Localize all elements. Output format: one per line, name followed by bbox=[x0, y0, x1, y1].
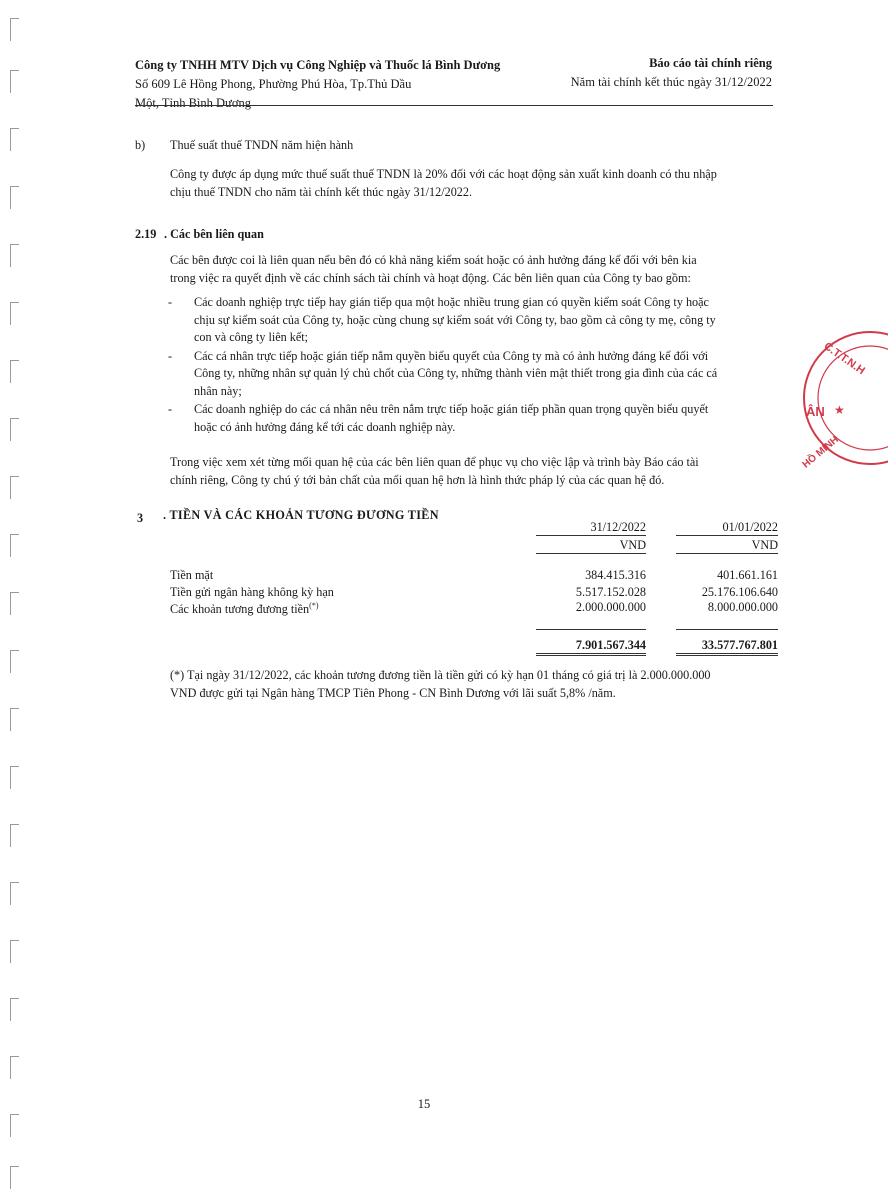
section-2-19-number: 2.19 bbox=[135, 227, 157, 241]
heading-text: Các bên liên quan bbox=[170, 227, 264, 241]
heading-dot: . bbox=[164, 227, 171, 241]
binding-mark bbox=[10, 708, 19, 731]
section-b-paragraph bbox=[170, 166, 780, 201]
binding-mark bbox=[10, 186, 19, 209]
section-2-19-heading bbox=[164, 226, 264, 244]
section-3-number: 3 bbox=[137, 511, 144, 525]
table-header-label bbox=[170, 518, 536, 536]
seal-text-top: C.T.T.N.H bbox=[821, 340, 867, 378]
related-party-list bbox=[168, 294, 778, 437]
report-header bbox=[571, 54, 772, 92]
section-3-heading: . TIỀN VÀ CÁC KHOẢN TƯƠNG ĐƯƠNG TIỀN bbox=[163, 508, 439, 522]
binding-mark bbox=[10, 824, 19, 847]
table-row bbox=[170, 600, 778, 617]
table-total-row bbox=[170, 630, 778, 655]
table-row bbox=[170, 560, 778, 583]
header-divider bbox=[135, 105, 773, 106]
section-2-19-intro bbox=[170, 252, 780, 287]
paragraph-line: trong việc ra quyết định về các chính sách tài chính và hoạt động. Các bên liên quan của Công ty bao gồm: bbox=[170, 270, 691, 285]
row-value-2022: 384.415.316 bbox=[585, 568, 646, 582]
company-address-line1: Số 609 Lê Hồng Phong, Phường Phú Hòa, Tp.Thủ Dầu bbox=[135, 77, 412, 91]
row-value-2021: 25.176.106.640 bbox=[701, 585, 778, 599]
binding-mark bbox=[10, 476, 19, 499]
row-label: Tiền gửi ngân hàng không kỳ hạn bbox=[170, 585, 334, 599]
cash-table bbox=[170, 518, 778, 656]
paragraph-line: chịu thuế TNDN cho năm tài chính kết thúc ngày 31/12/2022. bbox=[170, 184, 473, 199]
binding-mark bbox=[10, 766, 19, 789]
report-title: Báo cáo tài chính riêng bbox=[649, 56, 772, 70]
binding-mark bbox=[10, 882, 19, 905]
column-header: 01/01/2022 bbox=[722, 520, 778, 534]
binding-mark bbox=[10, 998, 19, 1021]
list-item bbox=[168, 294, 778, 347]
seal-text-middle: ÂN bbox=[806, 404, 825, 419]
bullet-dash: - bbox=[168, 348, 173, 363]
section-b-heading: Thuế suất thuế TNDN năm hiện hành bbox=[170, 138, 354, 152]
list-item-line: Công ty, những nhân sự quản lý chủ chốt của Công ty, những thành viên mật thiết trong gia đình của các cá bbox=[194, 366, 718, 380]
row-value-2021: 401.661.161 bbox=[717, 568, 778, 582]
list-item bbox=[168, 348, 778, 401]
table-unit-row bbox=[170, 536, 778, 554]
binding-mark bbox=[10, 592, 19, 615]
company-address-line2: Một, Tỉnh Bình Dương bbox=[135, 96, 251, 110]
section-b-label: b) bbox=[135, 138, 146, 152]
bullet-dash: - bbox=[168, 402, 173, 416]
seal-star-icon: ★ bbox=[834, 403, 845, 417]
row-label: Tiền mặt bbox=[170, 568, 214, 582]
list-item-line: hoặc có ảnh hưởng đáng kể tới các doanh nghiệp này. bbox=[194, 419, 456, 434]
column-header: 31/12/2022 bbox=[590, 520, 646, 534]
paragraph-line: Công ty được áp dụng mức thuế suất thuế TNDN là 20% đối với các hoạt động sản xuất kinh doanh có thu nhập bbox=[170, 167, 717, 181]
fiscal-year: Năm tài chính kết thúc ngày 31/12/2022 bbox=[570, 75, 772, 89]
column-unit: VND bbox=[536, 536, 646, 554]
total-2021: 33.577.767.801 bbox=[676, 630, 778, 655]
binding-mark bbox=[10, 244, 19, 267]
column-unit: VND bbox=[676, 536, 778, 554]
binding-mark bbox=[10, 70, 19, 93]
list-item-line: Các doanh nghiệp trực tiếp hay gián tiếp qua một hoặc nhiều trung gian có quyền kiểm soát Công ty hoặc bbox=[194, 295, 709, 309]
page-number: 15 bbox=[417, 1097, 431, 1111]
paragraph-line: chính riêng, Công ty chú ý tới bản chất của mối quan hệ hơn là hình thức pháp lý của các quan hệ đó. bbox=[170, 472, 665, 487]
row-value-2022: 2.000.000.000 bbox=[575, 600, 646, 614]
footnote-marker: (*) bbox=[309, 600, 319, 610]
list-item-line: nhân này; bbox=[194, 383, 242, 398]
binding-mark bbox=[10, 534, 19, 557]
binding-mark bbox=[10, 650, 19, 673]
footnote-line: VND được gửi tại Ngân hàng TMCP Tiên Phong - CN Bình Dương với lãi suất 5,8% /năm. bbox=[170, 685, 616, 700]
table-row bbox=[170, 583, 778, 600]
list-item bbox=[168, 401, 778, 436]
bullet-dash: - bbox=[168, 295, 173, 309]
row-label-text: Các khoản tương đương tiền bbox=[170, 602, 310, 616]
list-item-line: Các doanh nghiệp do các cá nhân nêu trên nắm trực tiếp hoặc gián tiếp phần quan trọng quyền biểu quyết bbox=[194, 402, 709, 416]
binding-mark bbox=[10, 1114, 19, 1137]
binding-mark bbox=[10, 360, 19, 383]
binding-mark bbox=[10, 128, 19, 151]
row-value-2021: 8.000.000.000 bbox=[707, 600, 778, 614]
list-item-line: chịu sự kiểm soát của Công ty, hoặc cùng chung sự kiểm soát với Công ty, bao gồm cả công ty mẹ, công ty bbox=[194, 312, 716, 327]
row-label bbox=[170, 600, 536, 617]
binding-mark bbox=[10, 940, 19, 963]
paragraph-line: Trong việc xem xét từng mối quan hệ của các bên liên quan để phục vụ cho việc lập và trình bày Báo cáo tài bbox=[170, 455, 699, 469]
company-name: Công ty TNHH MTV Dịch vụ Công Nghiệp và Thuốc lá Bình Dương bbox=[135, 58, 501, 72]
footnote-line: (*) Tại ngày 31/12/2022, các khoản tương đương tiền là tiền gửi có kỳ hạn 01 tháng có giá trị là 2.000.000.000 bbox=[170, 668, 711, 682]
row-value-2022: 5.517.152.028 bbox=[575, 585, 646, 599]
list-item-line: Các cá nhân trực tiếp hoặc gián tiếp nắm quyền biểu quyết của Công ty mà có ảnh hưởng đáng kể đối với bbox=[194, 348, 709, 363]
section-2-19-closing bbox=[170, 454, 780, 489]
paragraph-line: Các bên được coi là liên quan nếu bên đó có khả năng kiểm soát hoặc có ảnh hưởng đáng kể đối với bên kia bbox=[170, 253, 697, 267]
list-item-line: con và công ty liên kết; bbox=[194, 330, 309, 344]
table-header-row bbox=[170, 518, 778, 536]
section-3-footnote bbox=[170, 667, 782, 702]
company-seal bbox=[798, 318, 888, 478]
binding-mark bbox=[10, 302, 19, 325]
binding-mark bbox=[10, 418, 19, 441]
binding-mark bbox=[10, 1056, 19, 1079]
seal-text-bottom: HỒ MINH bbox=[800, 434, 841, 471]
binding-mark bbox=[10, 18, 19, 41]
total-2022: 7.901.567.344 bbox=[536, 630, 646, 655]
binding-mark bbox=[10, 1166, 19, 1189]
